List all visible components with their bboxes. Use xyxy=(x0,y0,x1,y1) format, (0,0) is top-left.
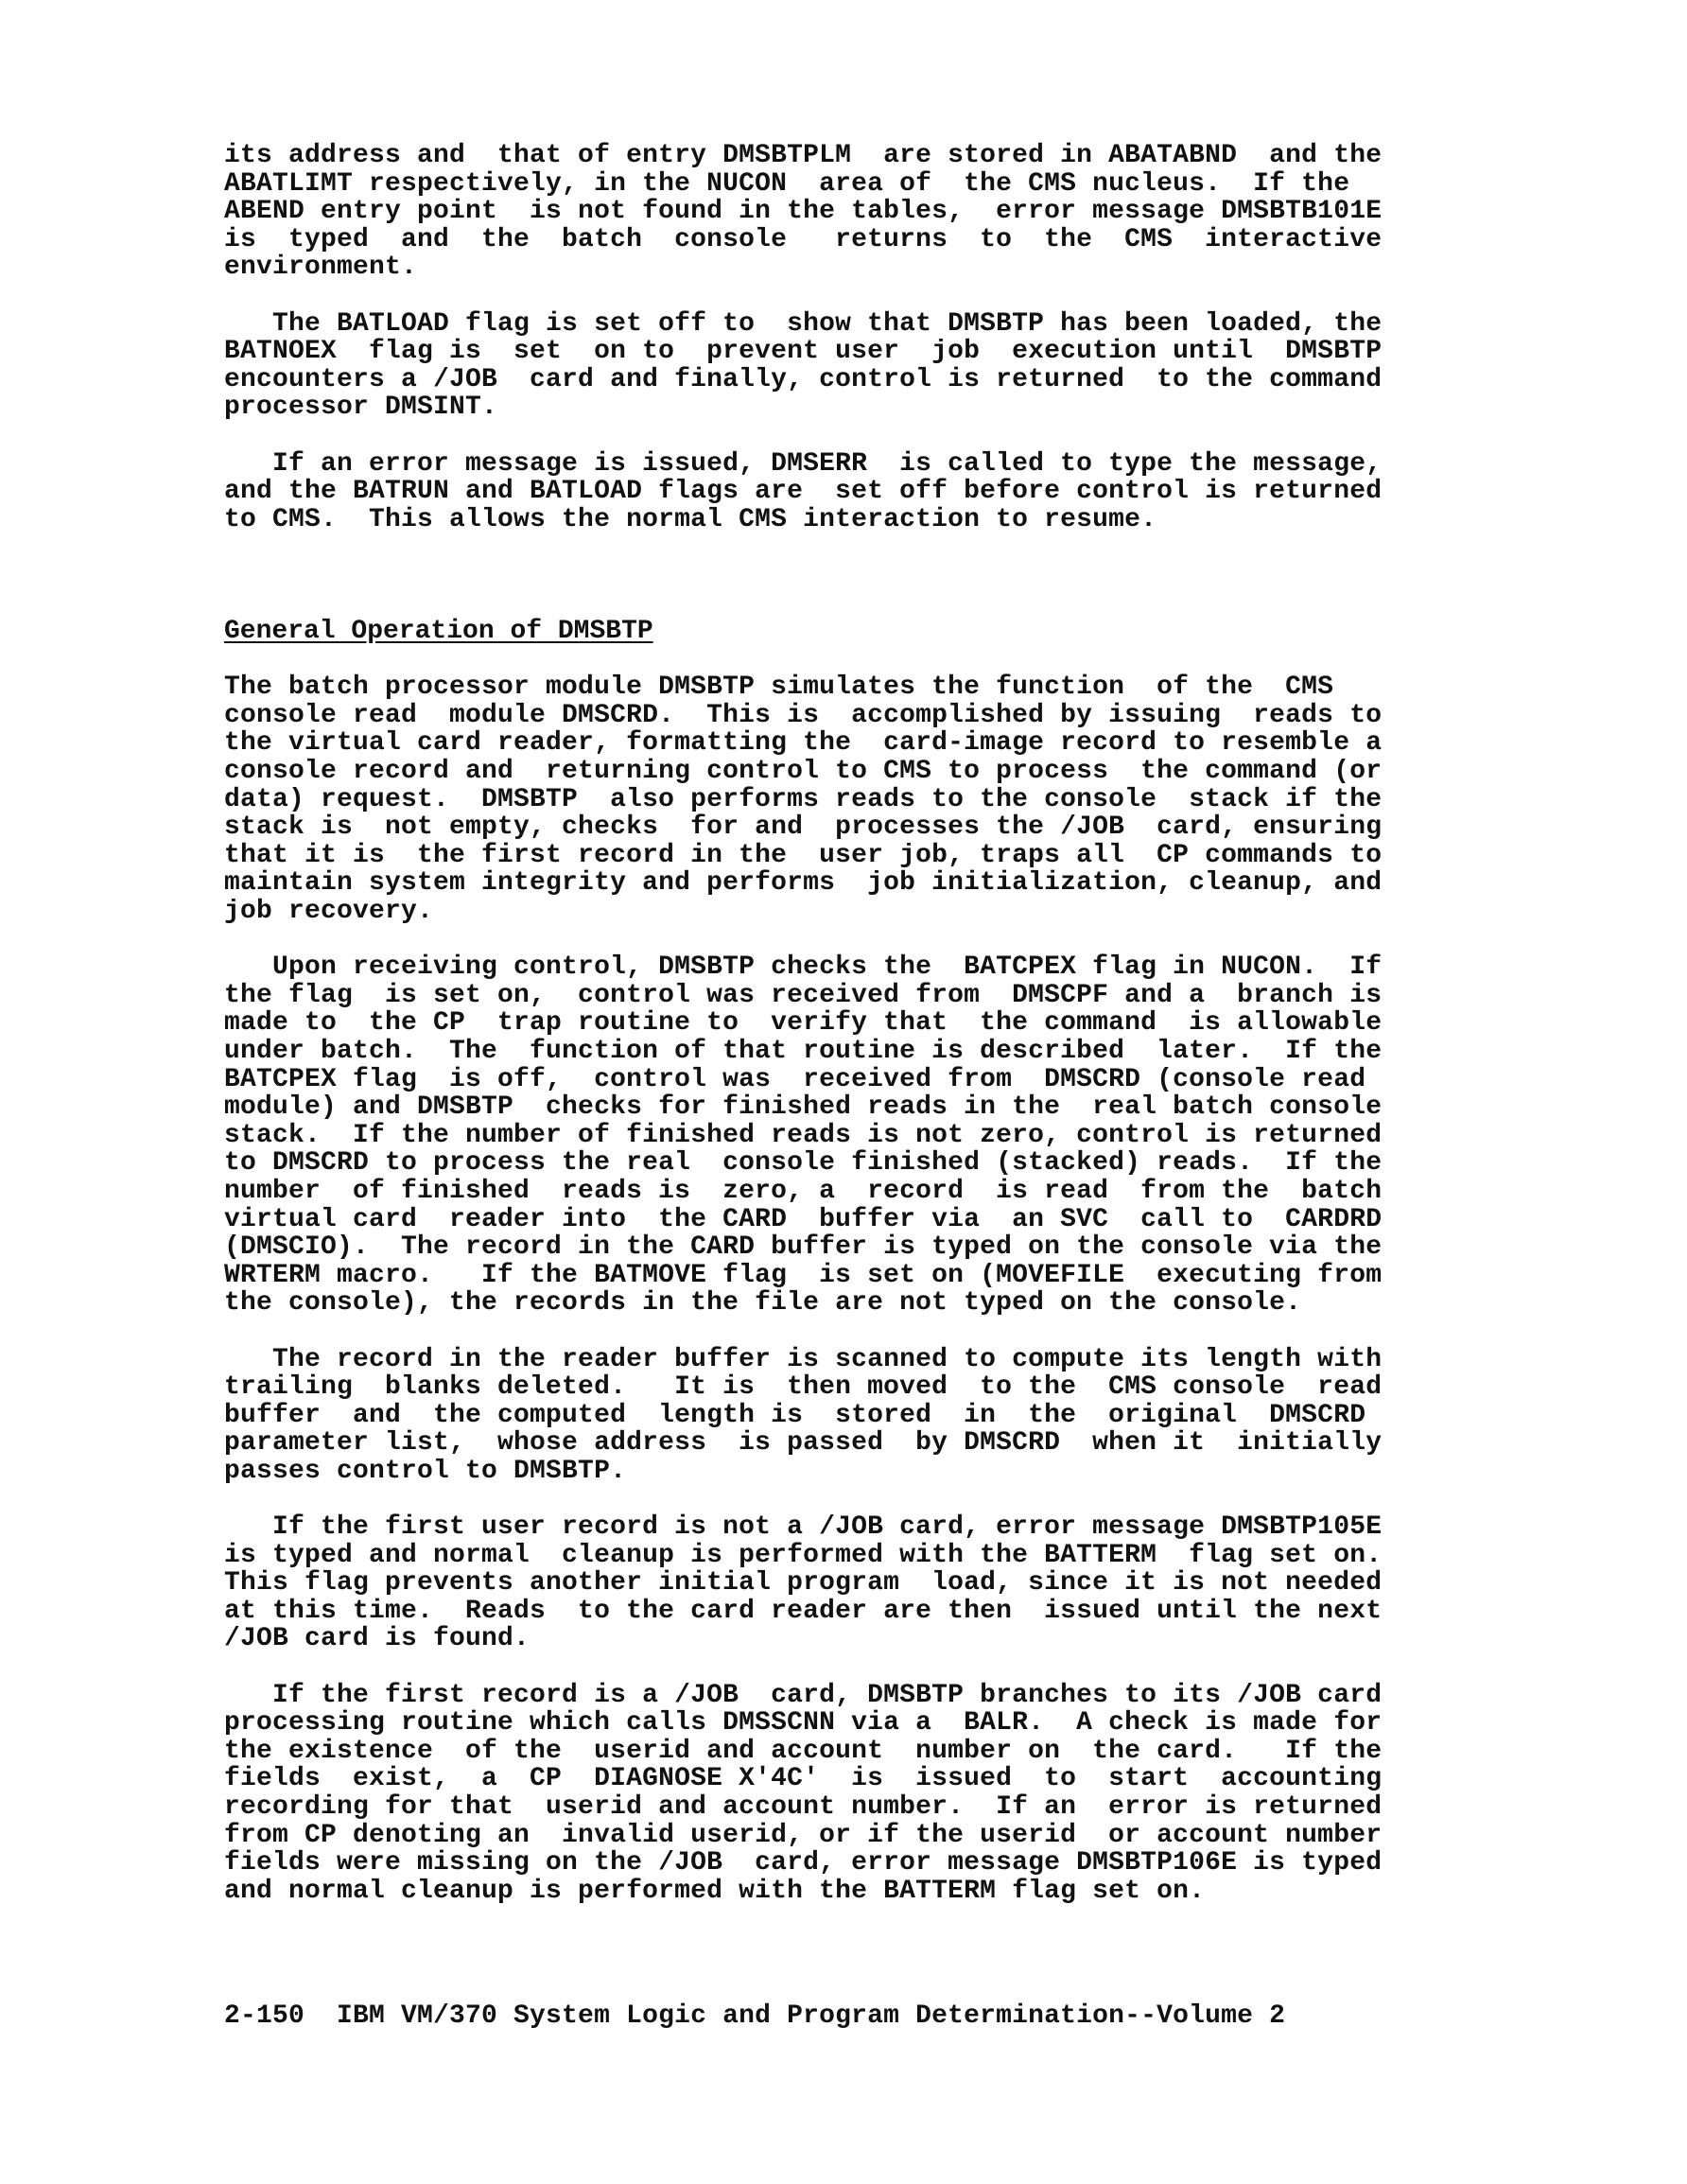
page-footer: 2-150 IBM VM/370 System Logic and Program Determination--Volume 2 xyxy=(224,2001,1286,2031)
document-page xyxy=(224,142,1453,1905)
paragraph-gap xyxy=(224,422,1453,450)
paragraph-first-user-record: If the first user record is not a /JOB card, error message DMSBTP105E is typed and normal cleanup is performed with the BATTERM flag set on. This flag prevents another initial program load, since it is not needed at this time. Reads to the card reader are then issued until the next /JOB card is found. xyxy=(224,1512,1383,1654)
paragraph-gap xyxy=(224,533,1453,562)
paragraph-abend-entry: its address and that of entry DMSBTPLM are stored in ABATABND and the ABATLIMT respectively, in the NUCON area of the CMS nucleus. If the ABEND entry point is not found in the tables, error message DMSBTB101E is typed and the batch console returns to the CMS interactive environment. xyxy=(224,141,1383,283)
paragraph-gap xyxy=(224,1653,1453,1682)
paragraph-batch-processor: The batch processor module DMSBTP simulates the function of the CMS console read module DMSCRD. This is accomplished by issuing reads to the virtual card reader, formatting the card-image record to resemble a console record and returning control to CMS to process the command (or data) request. DMSBTP also performs reads to the console stack if the stack is not empty, checks for and processes the /JOB card, ensuring that it is the first record in the user job, traps all CP commands to maintain system integrity and performs job initialization, cleanup, and job recovery. xyxy=(224,673,1383,927)
paragraph-gap xyxy=(224,646,1453,674)
paragraph-gap xyxy=(224,1318,1453,1346)
paragraph-error-message: If an error message is issued, DMSERR is called to type the message, and the BATRUN and BATLOAD flags are set off before control is returned to CMS. This allows the normal CMS interaction to resume. xyxy=(224,448,1383,534)
paragraph-gap xyxy=(224,1486,1453,1514)
paragraph-batload-flag: The BATLOAD flag is set off to show that DMSBTP has been loaded, the BATNOEX flag is set on to prevent user job execution until DMSBTP encounters a /JOB card and finally, control is returned to the command processor DMSINT. xyxy=(224,308,1383,423)
paragraph-gap xyxy=(224,562,1453,590)
paragraph-gap xyxy=(224,282,1453,310)
paragraph-receiving-control: Upon receiving control, DMSBTP checks the BATCPEX flag in NUCON. If the flag is set on, control was received from DMSCPF and a branch is made to the CP trap routine to verify that the command is allowable under batch. The function of that routine is described later. If the BATCPEX flag is off, control was received from DMSCRD (console read module) and DMSBTP checks for finished reads in the real batch console stack. If the number of finished reads is not zero, control is returned to DMSCRD to process the real console finished (stacked) reads. If the number of finished reads is zero, a record is read from the batch virtual card reader into the CARD buffer via an SVC call to CARDRD (DMSCIO). The record in the CARD buffer is typed on the console via the WRTERM macro. If the BATMOVE flag is set on (MOVEFILE executing from the console), the records in the file are not typed on the console. xyxy=(224,952,1383,1319)
paragraph-gap xyxy=(224,590,1453,619)
section-heading: General Operation of DMSBTP xyxy=(224,617,653,647)
paragraph-reader-buffer: The record in the reader buffer is scanned to compute its length with trailing blanks deleted. It is then moved to the CMS console read buffer and the computed length is stored in the original DMSCRD parameter list, whose address is passed by DMSCRD when it initially passes control to DMSBTP. xyxy=(224,1344,1383,1486)
paragraph-gap xyxy=(224,926,1453,954)
paragraph-job-card: If the first record is a /JOB card, DMSBTP branches to its /JOB card processing routine which calls DMSSCNN via a BALR. A check is made for the existence of the userid and account number on the card. If the fields exist, a CP DIAGNOSE X'4C' is issued to start accounting recording for that userid and account number. If an error is returned from CP denoting an invalid userid, or if the userid or account number fields were missing on the /JOB card, error message DMSBTP106E is typed and normal cleanup is performed with the BATTERM flag set on. xyxy=(224,1680,1383,1906)
